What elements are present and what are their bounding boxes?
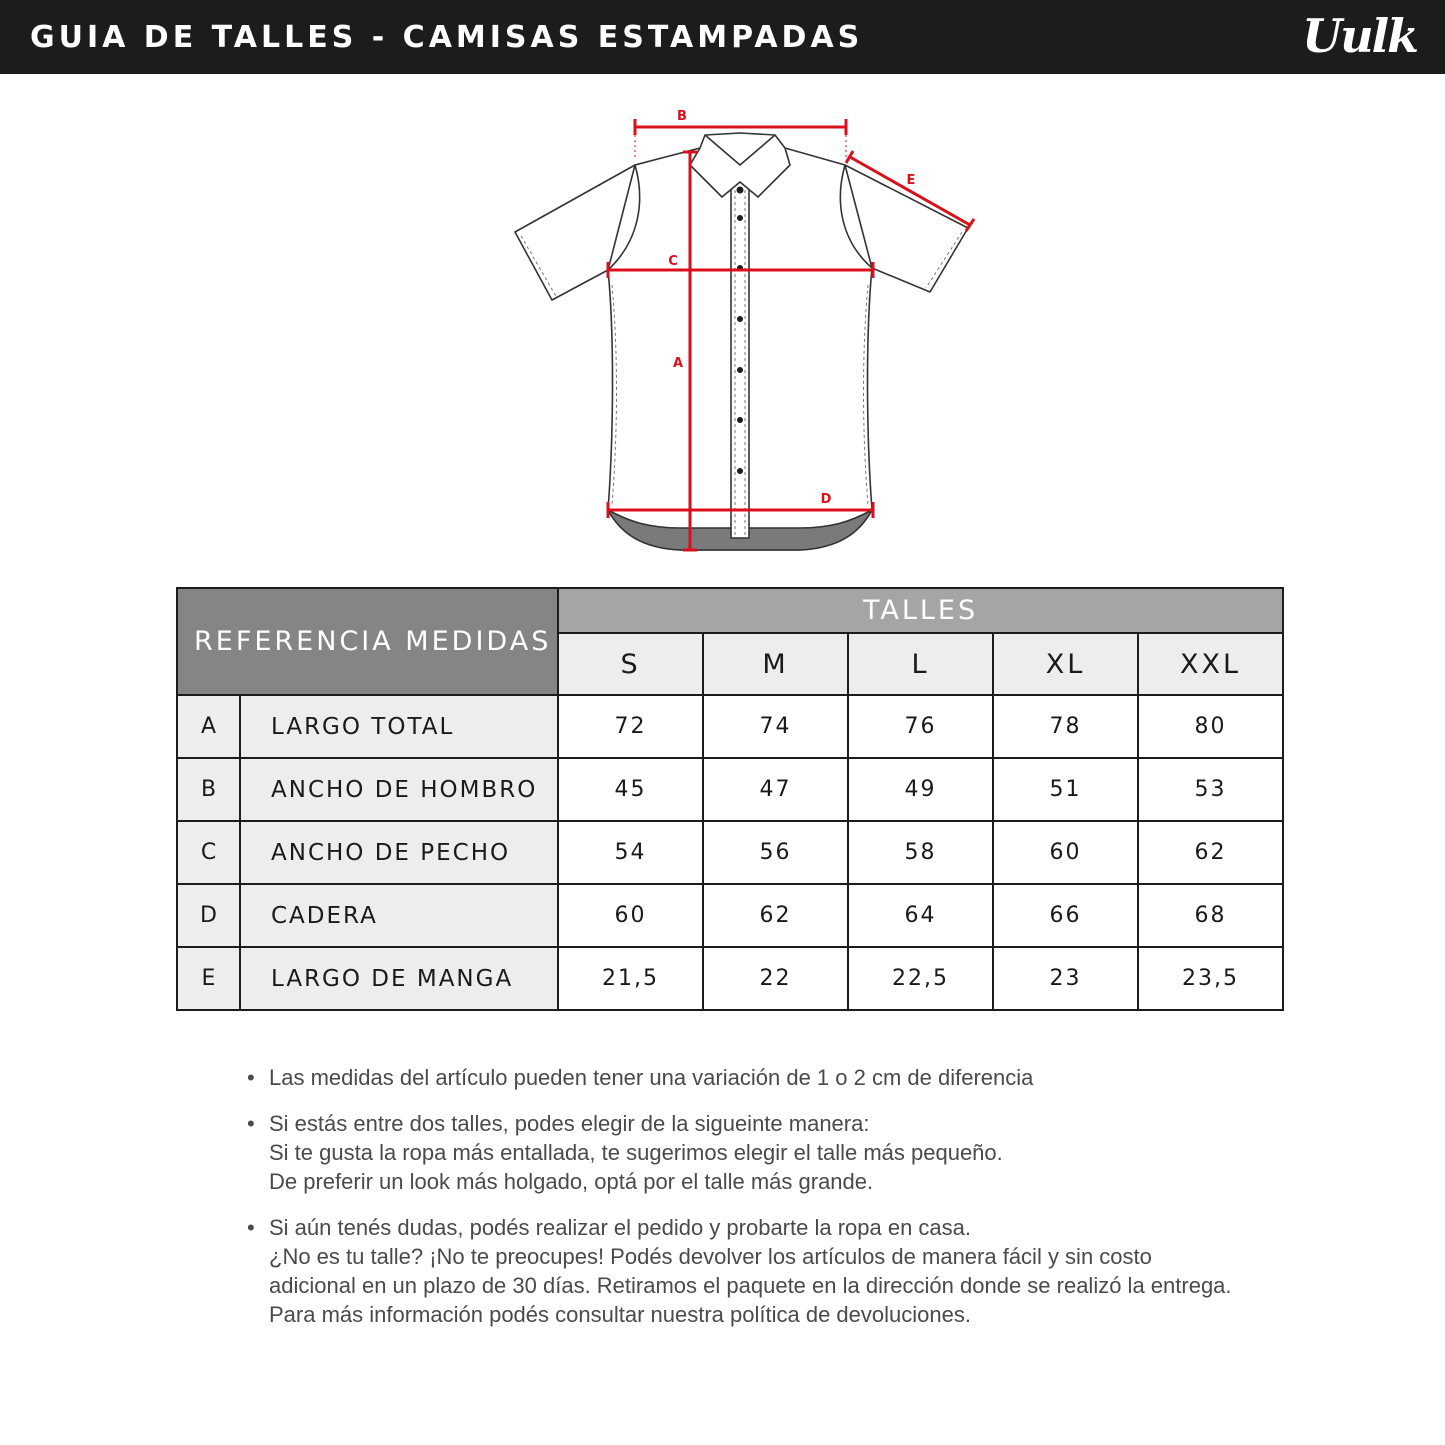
table-cell: 54 — [558, 821, 703, 884]
table-cell: 53 — [1138, 758, 1283, 821]
note-returns — [247, 1213, 1377, 1329]
size-header-xxl: XXL — [1138, 633, 1283, 695]
note-line: adicional en un plazo de 30 días. Retiramos el paquete en la dirección donde se realizó la entrega. — [269, 1273, 1232, 1298]
bullet-icon: • — [247, 1215, 255, 1240]
table-cell: 68 — [1138, 884, 1283, 947]
row-label: ANCHO DE PECHO — [240, 821, 558, 884]
table-cell: 45 — [558, 758, 703, 821]
table-cell: 23,5 — [1138, 947, 1283, 1010]
row-label: LARGO TOTAL — [240, 695, 558, 758]
sizes-header: TALLES — [558, 588, 1283, 633]
note-line: Si estás entre dos talles, podes elegir de la sigueinte manera: — [269, 1111, 870, 1136]
row-letter: A — [177, 695, 240, 758]
header-bar — [0, 0, 1445, 74]
size-header-m: M — [703, 633, 848, 695]
table-cell: 22,5 — [848, 947, 993, 1010]
table-cell: 74 — [703, 695, 848, 758]
table-cell: 22 — [703, 947, 848, 1010]
table-cell: 80 — [1138, 695, 1283, 758]
note-line: Si te gusta la ropa más entallada, te sugerimos elegir el talle más pequeño. — [269, 1140, 1003, 1165]
row-label: CADERA — [240, 884, 558, 947]
row-letter: C — [177, 821, 240, 884]
row-letter: B — [177, 758, 240, 821]
note-line: ¿No es tu talle? ¡No te preocupes! Podés devolver los artículos de manera fácil y sin costo — [269, 1244, 1152, 1269]
table-cell: 66 — [993, 884, 1138, 947]
table-row — [177, 695, 1283, 758]
table-cell: 62 — [1138, 821, 1283, 884]
shirt-outline — [515, 133, 968, 550]
size-header-l: L — [848, 633, 993, 695]
bullet-icon: • — [247, 1065, 255, 1090]
table-cell: 51 — [993, 758, 1138, 821]
label-a: A — [672, 356, 684, 371]
label-e: E — [906, 173, 916, 188]
note-line: Las medidas del artículo pueden tener una variación de 1 o 2 cm de diferencia — [269, 1065, 1034, 1090]
table-cell: 47 — [703, 758, 848, 821]
table-row — [177, 821, 1283, 884]
table-cell: 56 — [703, 821, 848, 884]
table-cell: 58 — [848, 821, 993, 884]
table-row — [177, 758, 1283, 821]
size-chart-table — [176, 587, 1284, 1011]
table-cell: 23 — [993, 947, 1138, 1010]
reference-header: REFERENCIA MEDIDAS — [177, 588, 558, 695]
note-line: Para más información podés consultar nuestra política de devoluciones. — [269, 1302, 971, 1327]
row-label: ANCHO DE HOMBRO — [240, 758, 558, 821]
shirt-measurement-diagram — [500, 95, 1000, 565]
table-cell: 60 — [993, 821, 1138, 884]
table-row — [177, 947, 1283, 1010]
table-cell: 72 — [558, 695, 703, 758]
row-letter: E — [177, 947, 240, 1010]
table-cell: 78 — [993, 695, 1138, 758]
table-row — [177, 884, 1283, 947]
table-cell: 62 — [703, 884, 848, 947]
page-title: GUIA DE TALLES - CAMISAS ESTAMPADAS — [30, 20, 864, 55]
notes-list — [247, 1063, 1377, 1346]
row-letter: D — [177, 884, 240, 947]
size-header-xl: XL — [993, 633, 1138, 695]
size-header-s: S — [558, 633, 703, 695]
brand-logo: Uulk — [1302, 9, 1417, 63]
button-placket — [731, 182, 749, 538]
table-cell: 64 — [848, 884, 993, 947]
table-cell: 21,5 — [558, 947, 703, 1010]
note-line: De preferir un look más holgado, optá por el talle más grande. — [269, 1169, 874, 1194]
note-between-sizes — [247, 1109, 1377, 1196]
table-cell: 49 — [848, 758, 993, 821]
bullet-icon: • — [247, 1111, 255, 1136]
note-line: Si aún tenés dudas, podés realizar el pedido y probarte la ropa en casa. — [269, 1215, 972, 1240]
label-c: C — [668, 254, 678, 269]
label-d: D — [820, 492, 832, 507]
row-label: LARGO DE MANGA — [240, 947, 558, 1010]
table-cell: 60 — [558, 884, 703, 947]
label-b: B — [677, 109, 687, 124]
note-variation — [247, 1063, 1377, 1092]
table-cell: 76 — [848, 695, 993, 758]
